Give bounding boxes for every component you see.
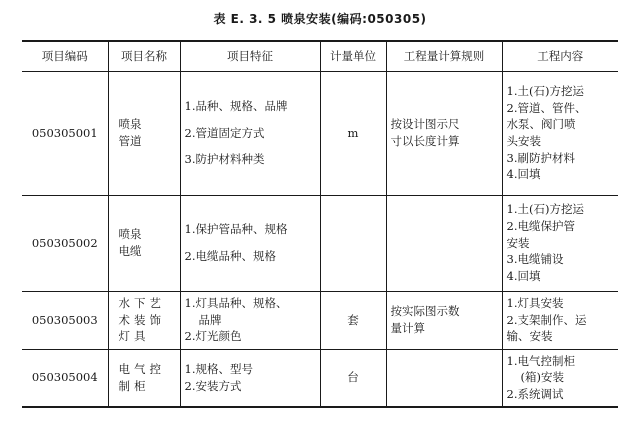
table-row <box>22 195 618 291</box>
item-name-line: 喷泉 <box>118 117 142 132</box>
table-caption: 表 E. 3. 5 喷泉安装(编码:050305) <box>213 12 427 26</box>
header-unit: 计量单位 <box>320 41 386 71</box>
work-content-line: 4.回填 <box>506 167 541 182</box>
feature-line: 品牌 <box>198 312 222 327</box>
unit-cell: 套 <box>320 291 386 349</box>
work-content <box>502 291 618 349</box>
feature-line: 3.防护材料种类 <box>184 152 265 167</box>
work-content-line: 输、安装 <box>506 329 553 344</box>
table-row <box>22 71 618 195</box>
item-name-line: 喷泉 <box>118 227 142 242</box>
item-features <box>180 349 320 407</box>
work-content-line: 4.回填 <box>506 269 541 283</box>
calc-rule-line: 按设计图示尺 <box>390 117 460 132</box>
item-name-line: 电气控 <box>118 362 165 377</box>
feature-line: 2.灯光颜色 <box>184 329 242 344</box>
item-features <box>180 71 320 195</box>
item-name-line: 水下艺 <box>118 295 165 310</box>
work-content-line: 3.刷防护材料 <box>506 150 575 165</box>
item-name <box>108 291 180 349</box>
item-name-line: 术装饰 <box>118 312 165 327</box>
item-features <box>180 195 320 291</box>
feature-line: 1.品种、规格、品牌 <box>184 98 288 113</box>
work-content-line: (箱)安装 <box>520 370 564 385</box>
header-item-code: 项目编码 <box>41 48 88 63</box>
calc-rule <box>386 195 502 291</box>
work-content-line: 水泵、阀门喷 <box>506 117 576 132</box>
work-content-line: 头安装 <box>506 134 541 148</box>
work-content <box>502 349 618 407</box>
feature-line: 2.电缆品种、规格 <box>184 249 276 263</box>
work-content-line: 1.土(石)方挖运 <box>506 202 584 217</box>
work-content-line: 1.土(石)方挖运 <box>506 83 584 98</box>
header-item-features: 项目特征 <box>180 41 320 71</box>
work-content-line: 1.电气控制柜 <box>506 353 575 368</box>
calc-rule <box>386 349 502 407</box>
table-row <box>22 291 618 349</box>
item-name-line: 制柜 <box>118 378 150 393</box>
work-content <box>502 195 618 291</box>
header-row <box>22 41 618 71</box>
work-content-line: 安装 <box>506 235 530 250</box>
calc-rule-line: 按实际图示数 <box>390 304 460 319</box>
feature-line: 2.安装方式 <box>184 378 242 393</box>
item-name-line: 管道 <box>118 134 142 148</box>
work-content <box>502 71 618 195</box>
feature-line: 1.规格、型号 <box>184 362 253 377</box>
item-features <box>180 291 320 349</box>
item-code: 050305002 <box>31 235 98 250</box>
calc-rule-line: 寸以长度计算 <box>390 134 460 148</box>
work-content-line: 2.电缆保护管 <box>506 218 575 233</box>
item-name-line: 电缆 <box>118 244 142 258</box>
feature-line: 1.灯具品种、规格、 <box>184 295 288 310</box>
calc-rule <box>386 291 502 349</box>
item-name <box>108 71 180 195</box>
unit-cell: 台 <box>320 349 386 407</box>
item-code: 050305001 <box>31 125 98 140</box>
item-code: 050305004 <box>31 370 98 385</box>
item-name-line: 灯具 <box>118 329 150 344</box>
work-content-line: 3.电缆铺设 <box>506 252 564 267</box>
fountain-installation-table <box>22 40 618 408</box>
header-calc-rule: 工程量计算规则 <box>386 41 502 71</box>
item-name <box>108 195 180 291</box>
calc-rule-line: 量计算 <box>390 321 425 335</box>
header-work-content: 工程内容 <box>502 41 618 71</box>
item-name <box>108 349 180 407</box>
calc-rule <box>386 71 502 195</box>
work-content-line: 1.灯具安装 <box>506 295 564 310</box>
feature-line: 2.管道固定方式 <box>184 125 265 140</box>
unit-cell: m <box>320 71 386 195</box>
feature-line: 1.保护管品种、规格 <box>184 222 288 237</box>
unit-cell <box>320 195 386 291</box>
table-row <box>22 349 618 407</box>
work-content-line: 2.支架制作、运 <box>506 312 587 327</box>
header-item-name: 项目名称 <box>108 41 180 71</box>
work-content-line: 2.系统调试 <box>506 387 564 402</box>
work-content-line: 2.管道、管件、 <box>506 100 587 115</box>
item-code: 050305003 <box>31 312 98 327</box>
